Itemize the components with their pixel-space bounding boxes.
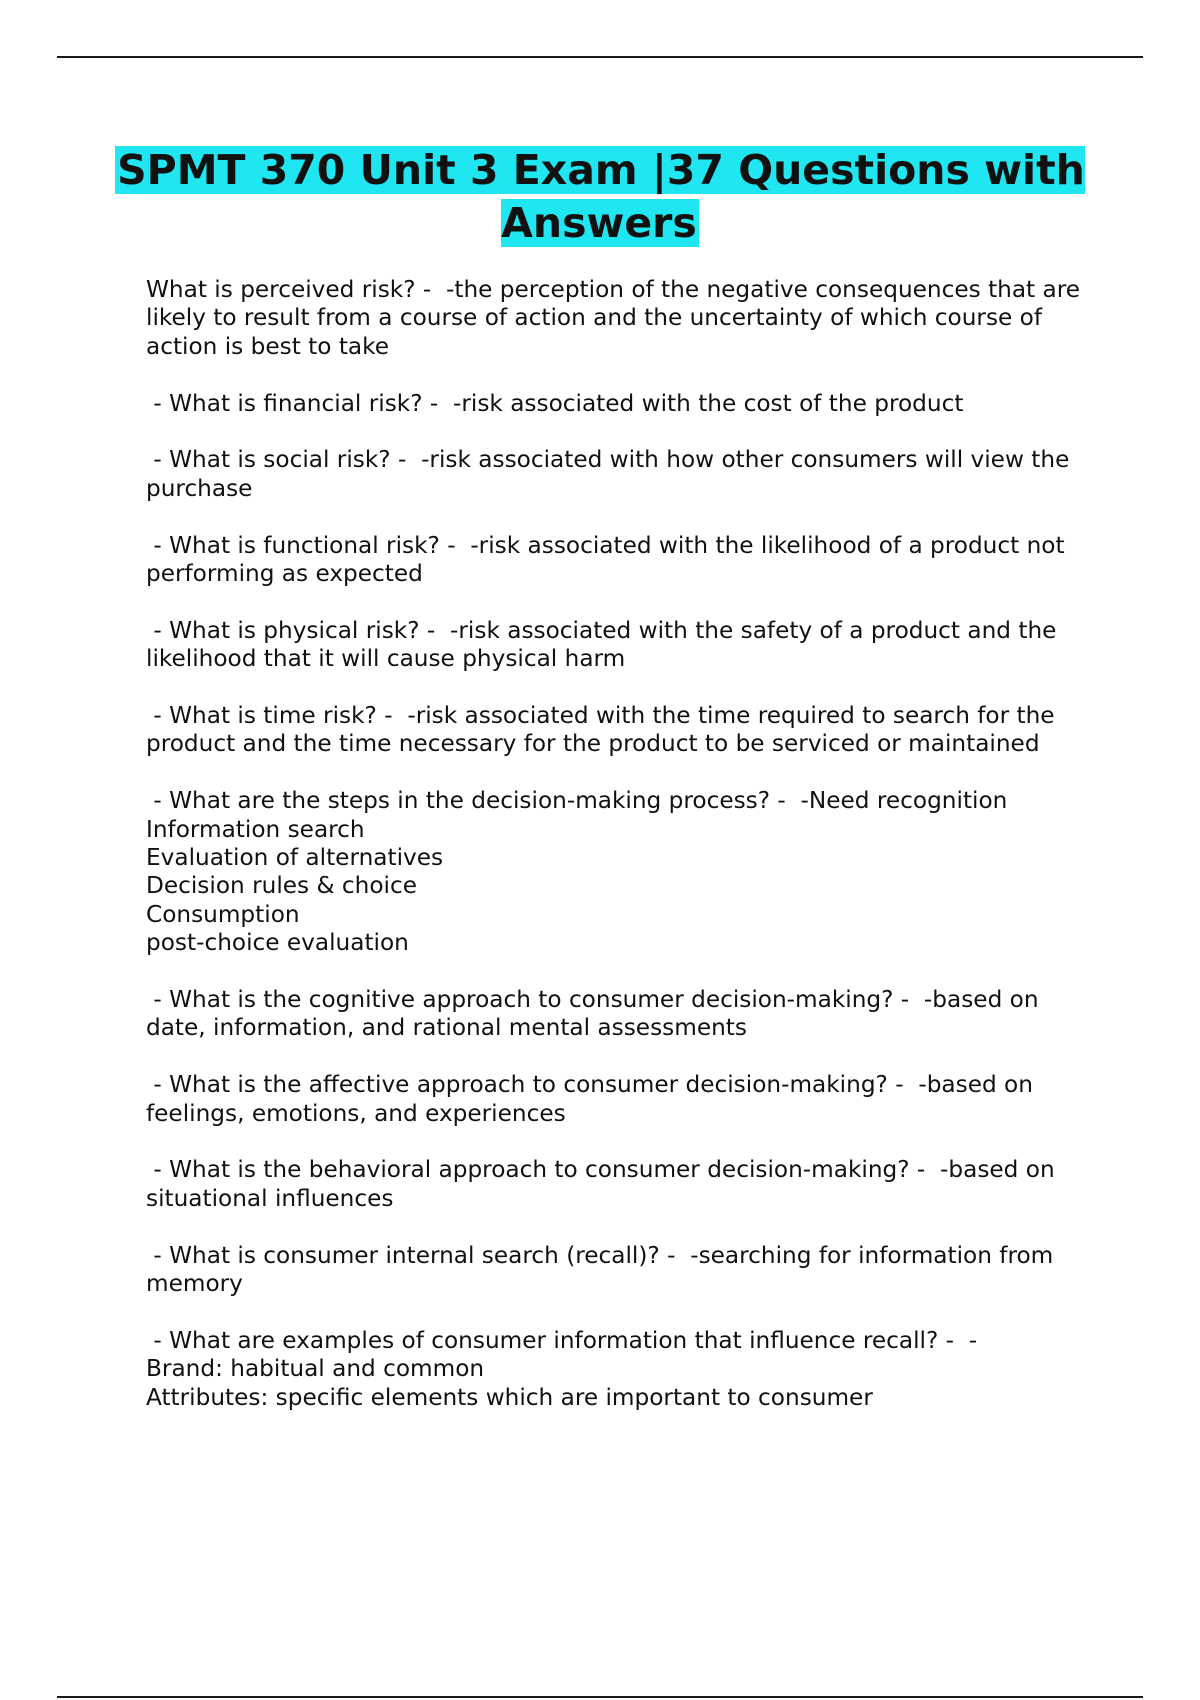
qa-item bbox=[146, 390, 1096, 418]
qa-list bbox=[146, 276, 1096, 1440]
question-text: - What is physical risk? - bbox=[146, 616, 451, 644]
qa-item bbox=[146, 1071, 1096, 1128]
answer-text: -Need recognition Information search Evaluation of alternatives Decision rules & choice Consumption post-choice evaluation bbox=[146, 787, 1008, 957]
qa-item bbox=[146, 532, 1096, 589]
answer-text: -searching for information from memory bbox=[146, 1241, 1061, 1298]
qa-item bbox=[146, 446, 1096, 503]
answer-text: - Brand: habitual and common Attributes: specific elements which are important to consumer bbox=[146, 1326, 978, 1411]
question-text: - What are examples of consumer information that influence recall? - bbox=[146, 1326, 969, 1354]
answer-text: -risk associated with the time required to search for the product and the time necessary for the product to be serviced or maintained bbox=[146, 702, 1062, 758]
qa-item bbox=[146, 986, 1096, 1043]
question-text: - What are the steps in the decision-making process? - bbox=[146, 787, 801, 815]
answer-text: -risk associated with the safety of a product and the likelihood that it will cause physical harm bbox=[146, 616, 1064, 673]
answer-text: -the perception of the negative consequences that are likely to result from a course of action and the uncertainty of which course of action is best to take bbox=[146, 276, 1088, 360]
header-rule bbox=[57, 56, 1143, 58]
question-text: - What is time risk? - bbox=[146, 702, 408, 730]
question-text: - What is the cognitive approach to consumer decision-making? - bbox=[146, 986, 924, 1014]
question-text: - What is functional risk? - bbox=[146, 531, 471, 559]
footer-rule bbox=[57, 1696, 1143, 1698]
answer-text: -risk associated with the cost of the product bbox=[453, 389, 964, 417]
answer-text: -risk associated with the likelihood of a product not performing as expected bbox=[146, 531, 1072, 588]
answer-text: -based on situational influences bbox=[146, 1156, 1063, 1212]
question-text: - What is the behavioral approach to consumer decision-making? - bbox=[146, 1156, 941, 1184]
document-title bbox=[100, 144, 1100, 250]
qa-item bbox=[146, 1156, 1096, 1213]
qa-item bbox=[146, 617, 1096, 674]
qa-item bbox=[146, 1242, 1096, 1299]
qa-item bbox=[146, 787, 1096, 957]
answer-text: -based on feelings, emotions, and experiences bbox=[146, 1071, 1041, 1127]
qa-item bbox=[146, 702, 1096, 759]
question-text: - What is consumer internal search (recall)? - bbox=[146, 1241, 691, 1269]
title-highlight: SPMT 370 Unit 3 Exam |37 Questions with Answers bbox=[117, 146, 1085, 247]
qa-item bbox=[146, 276, 1096, 361]
question-text: - What is the affective approach to consumer decision-making? - bbox=[146, 1071, 919, 1099]
question-text: - What is financial risk? - bbox=[146, 389, 453, 417]
question-text: - What is social risk? - bbox=[146, 446, 422, 474]
question-text: What is perceived risk? - bbox=[146, 276, 446, 303]
answer-text: -based on date, information, and rational mental assessments bbox=[146, 986, 1046, 1042]
qa-item bbox=[146, 1327, 1096, 1412]
answer-text: -risk associated with how other consumers will view the purchase bbox=[146, 446, 1077, 502]
